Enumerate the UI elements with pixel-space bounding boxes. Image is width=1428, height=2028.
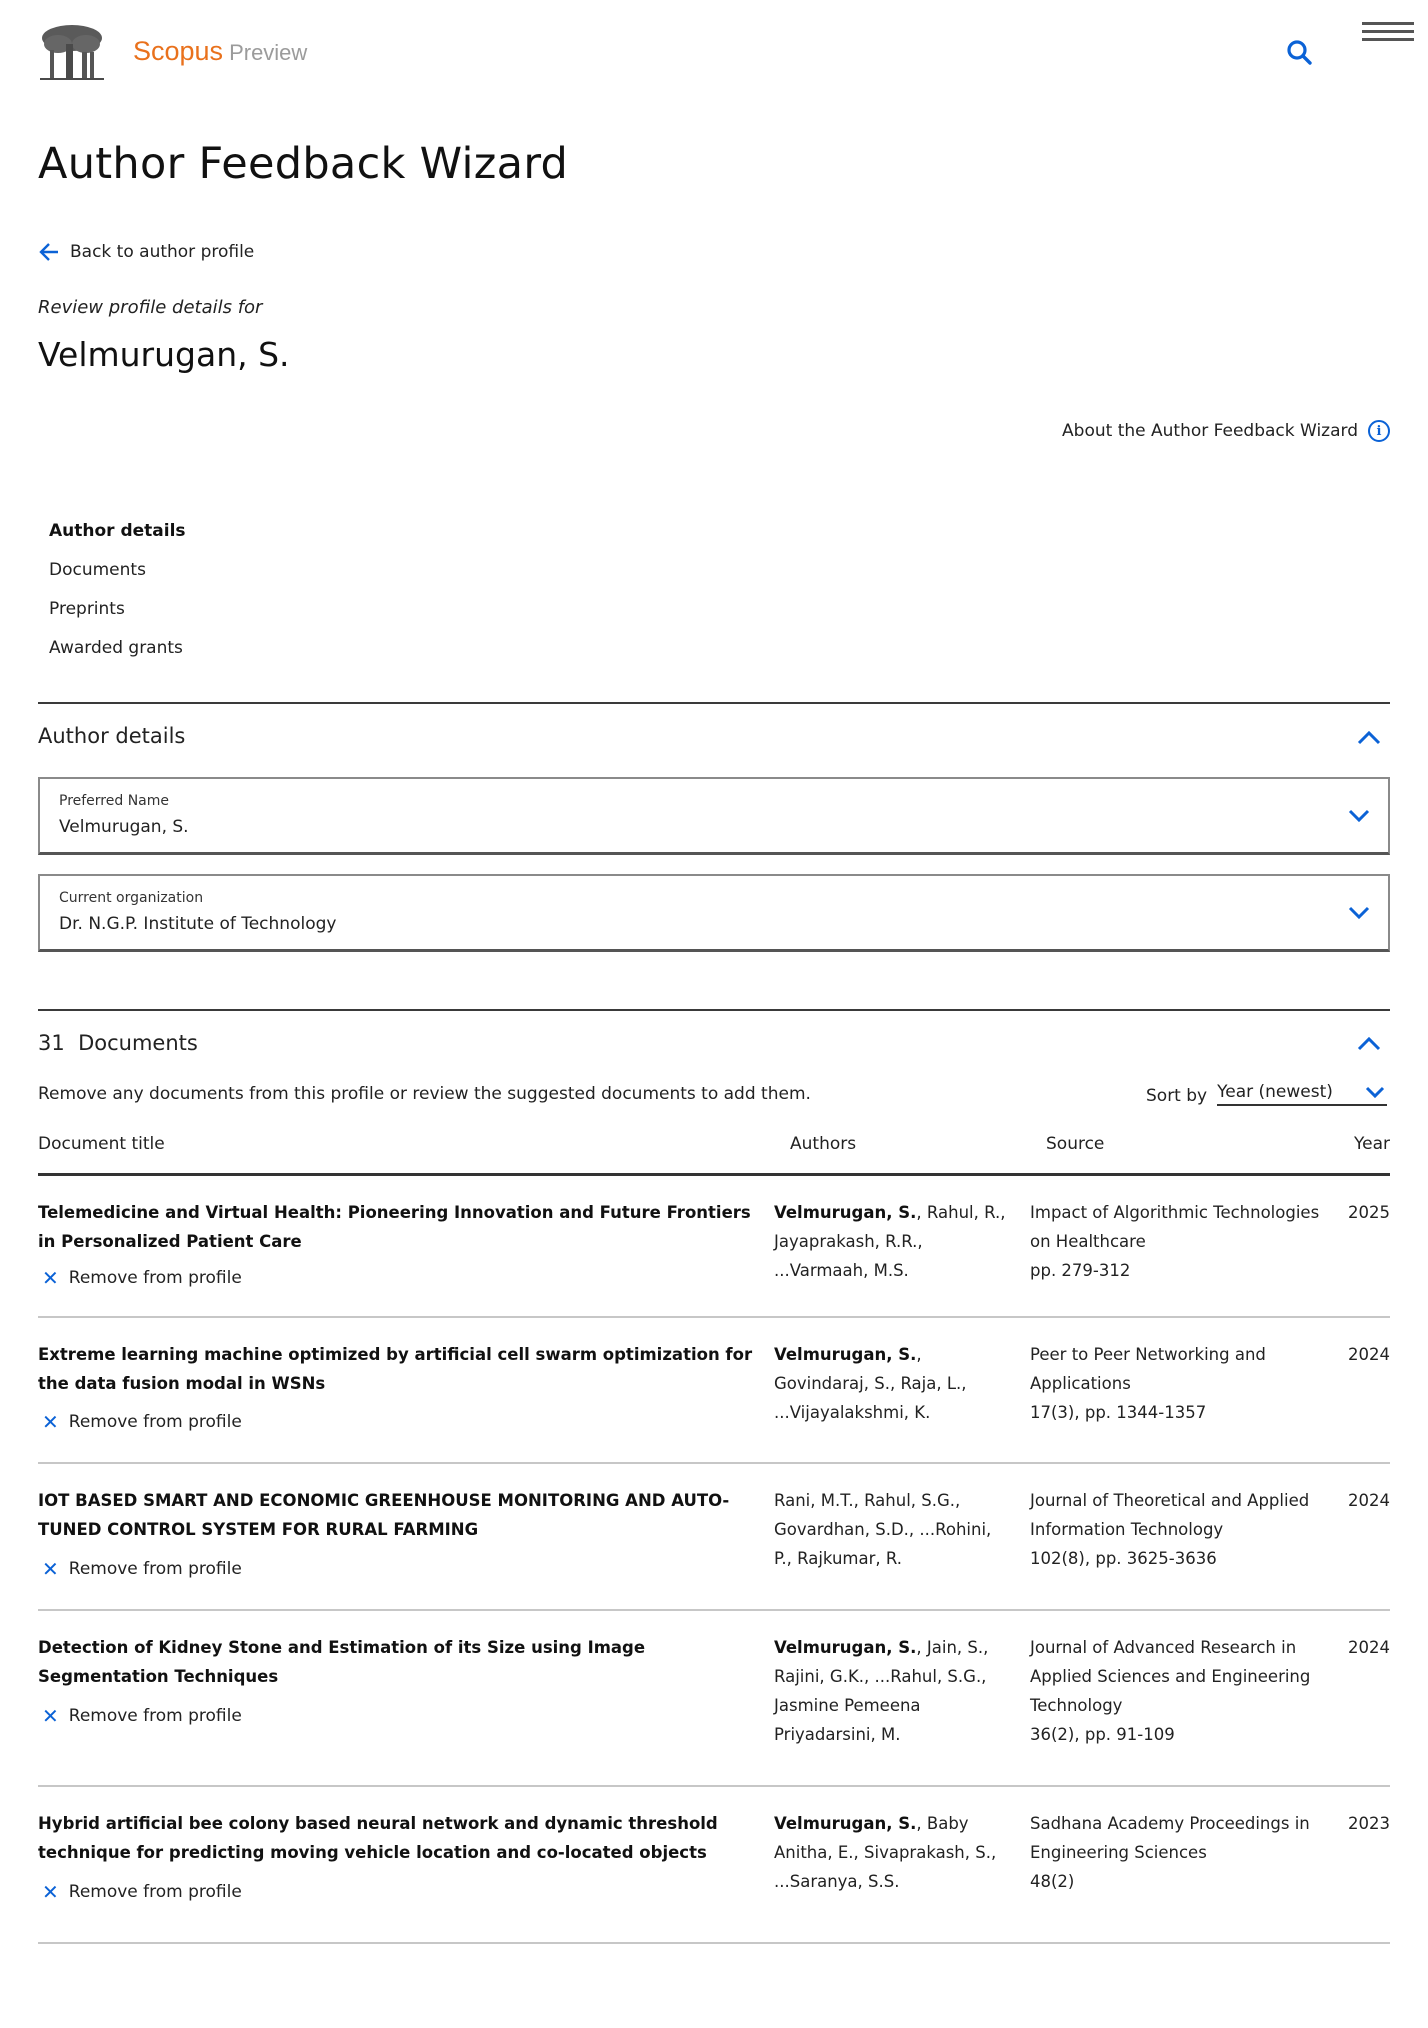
- review-profile-label: Review profile details for: [38, 297, 263, 318]
- documents-title: Documents: [78, 1031, 198, 1055]
- source-detail: pp. 279-312: [1030, 1261, 1131, 1280]
- document-row: [38, 1464, 1390, 1611]
- remove-from-profile-button[interactable]: [42, 1882, 242, 1902]
- source-name: Journal of Advanced Research in Applied Sciences and Engineering Technology: [1030, 1638, 1311, 1715]
- authors-rest: Rani, M.T., Rahul, S.G., Govardhan, S.D., ...Rohini, P., Rajkumar, R.: [774, 1491, 992, 1568]
- authors-rest: , Jain, S., Rajini, G.K., ...Rahul, S.G., Jasmine Pemeena Priyadarsini, M.: [774, 1638, 989, 1744]
- sort-label: Sort by: [1146, 1086, 1208, 1106]
- author-highlight: Velmurugan, S.: [774, 1638, 917, 1657]
- sort-control: [1146, 1082, 1387, 1106]
- authors-rest: , Rahul, R., Jayaprakash, R.R., ...Varmaah, M.S.: [774, 1203, 1006, 1280]
- about-link-label: About the Author Feedback Wizard: [1062, 421, 1358, 441]
- document-title[interactable]: Extreme learning machine optimized by artificial cell swarm optimization for the data fusion modal in WSNs: [38, 1345, 753, 1393]
- document-source: [1030, 1809, 1320, 1896]
- document-title[interactable]: Detection of Kidney Stone and Estimation of its Size using Image Segmentation Techniques: [38, 1638, 646, 1686]
- scopus-preview-brand[interactable]: [133, 34, 307, 70]
- author-highlight: Velmurugan, S.: [774, 1814, 917, 1833]
- document-row: [38, 1176, 1390, 1318]
- chevron-down-icon: [1365, 1086, 1385, 1099]
- document-source: [1030, 1198, 1320, 1285]
- nav-item-preprints[interactable]: Preprints: [49, 599, 125, 619]
- document-row: [38, 1318, 1390, 1464]
- remove-label: Remove from profile: [68, 1559, 242, 1579]
- document-source: [1030, 1486, 1320, 1573]
- back-to-author-profile-link[interactable]: [38, 241, 254, 263]
- remove-label: Remove from profile: [68, 1706, 242, 1726]
- search-button[interactable]: [1285, 38, 1315, 68]
- page-title: Author Feedback Wizard: [38, 139, 569, 189]
- chevron-up-icon: [1356, 728, 1382, 746]
- column-header-year: Year: [1354, 1134, 1390, 1154]
- section-divider: [38, 702, 1390, 704]
- chevron-down-icon: [1348, 809, 1370, 823]
- document-authors: [774, 1198, 1014, 1285]
- document-row: [38, 1611, 1390, 1787]
- documents-description: Remove any documents from this profile or review the suggested documents to add them.: [38, 1084, 811, 1104]
- back-link-label: Back to author profile: [70, 242, 255, 262]
- column-header-title: Document title: [38, 1134, 165, 1154]
- source-name: Journal of Theoretical and Applied Information Technology: [1030, 1491, 1310, 1539]
- search-icon: [1285, 38, 1315, 68]
- remove-label: Remove from profile: [68, 1268, 242, 1288]
- documents-table-header: [38, 1132, 1390, 1176]
- document-year: 2025: [1348, 1203, 1390, 1222]
- elsevier-logo[interactable]: [38, 22, 106, 82]
- brand-name: Scopus: [133, 36, 224, 66]
- close-icon: ✕: [42, 1880, 59, 1904]
- document-title[interactable]: Telemedicine and Virtual Health: Pioneering Innovation and Future Frontiers in Personalized Patient Care: [38, 1203, 751, 1251]
- nav-item-documents[interactable]: Documents: [49, 560, 146, 580]
- section-divider: [38, 1009, 1390, 1011]
- column-header-authors: Authors: [790, 1134, 857, 1154]
- authors-rest: , Baby Anitha, E., Sivaprakash, S., ...Saranya, S.S.: [774, 1814, 997, 1891]
- remove-from-profile-button[interactable]: [42, 1412, 242, 1432]
- source-name: Peer to Peer Networking and Applications: [1030, 1345, 1266, 1393]
- remove-label: Remove from profile: [68, 1882, 242, 1902]
- author-highlight: Velmurugan, S.: [774, 1203, 917, 1222]
- menu-bar: [1362, 30, 1414, 33]
- author-details-heading: Author details: [38, 724, 186, 748]
- remove-from-profile-button[interactable]: [42, 1706, 242, 1726]
- source-detail: 17(3), pp. 1344-1357: [1030, 1403, 1207, 1422]
- current-organization-value: Dr. N.G.P. Institute of Technology: [59, 914, 337, 934]
- nav-item-awarded-grants[interactable]: Awarded grants: [49, 638, 183, 658]
- close-icon: ✕: [42, 1557, 59, 1581]
- brand-suffix: Preview: [229, 40, 308, 65]
- source-detail: 102(8), pp. 3625-3636: [1030, 1549, 1217, 1568]
- column-header-source: Source: [1046, 1134, 1105, 1154]
- current-organization-label: Current organization: [59, 890, 204, 906]
- documents-heading: [38, 1031, 198, 1055]
- nav-item-author-details[interactable]: Author details: [49, 521, 186, 541]
- document-title[interactable]: Hybrid artificial bee colony based neural network and dynamic threshold technique for predicting moving vehicle location and co-located objects: [38, 1814, 718, 1862]
- about-wizard-link[interactable]: [1062, 420, 1390, 442]
- document-authors: [774, 1633, 1014, 1749]
- document-year: 2024: [1348, 1638, 1390, 1657]
- document-authors: [774, 1340, 1014, 1427]
- remove-from-profile-button[interactable]: [42, 1268, 242, 1288]
- document-year: 2024: [1348, 1491, 1390, 1510]
- preferred-name-label: Preferred Name: [59, 793, 170, 809]
- document-row: [38, 1787, 1390, 1944]
- close-icon: ✕: [42, 1704, 59, 1728]
- sort-select[interactable]: [1217, 1082, 1387, 1106]
- authors-rest: , Govindaraj, S., Raja, L., ...Vijayalakshmi, K.: [774, 1345, 967, 1422]
- source-detail: 48(2): [1030, 1872, 1075, 1891]
- author-name: Velmurugan, S.: [38, 335, 290, 374]
- remove-label: Remove from profile: [68, 1412, 242, 1432]
- source-name: Impact of Algorithmic Technologies on Healthcare: [1030, 1203, 1320, 1251]
- chevron-up-icon: [1356, 1034, 1382, 1052]
- document-year: 2024: [1348, 1345, 1390, 1364]
- source-detail: 36(2), pp. 91-109: [1030, 1725, 1175, 1744]
- close-icon: ✕: [42, 1410, 59, 1434]
- sort-value: Year (newest): [1217, 1082, 1333, 1102]
- document-authors: [774, 1809, 1014, 1896]
- info-icon: i: [1368, 420, 1390, 442]
- menu-bar: [1362, 38, 1414, 41]
- documents-collapse-button[interactable]: [1356, 1034, 1382, 1052]
- document-year: 2023: [1348, 1814, 1390, 1833]
- section-nav: [49, 512, 186, 668]
- document-title[interactable]: IOT BASED SMART AND ECONOMIC GREENHOUSE MONITORING AND AUTO-TUNED CONTROL SYSTEM FOR RURAL FARMING: [38, 1491, 730, 1539]
- menu-bar: [1362, 22, 1414, 25]
- preferred-name-value: Velmurugan, S.: [59, 817, 189, 837]
- hamburger-menu-button[interactable]: [1362, 22, 1414, 46]
- author-details-collapse-button[interactable]: [1356, 728, 1382, 746]
- author-highlight: Velmurugan, S.: [774, 1345, 917, 1364]
- remove-from-profile-button[interactable]: [42, 1559, 242, 1579]
- elsevier-tree-icon: [38, 22, 106, 82]
- arrow-left-icon: [38, 241, 60, 263]
- current-organization-select[interactable]: [38, 874, 1390, 952]
- source-name: Sadhana Academy Proceedings in Engineering Sciences: [1030, 1814, 1310, 1862]
- document-authors: [774, 1486, 1014, 1573]
- close-icon: ✕: [42, 1266, 59, 1290]
- document-source: [1030, 1340, 1320, 1427]
- preferred-name-select[interactable]: [38, 777, 1390, 855]
- documents-count: 31: [38, 1031, 65, 1055]
- chevron-down-icon: [1348, 906, 1370, 920]
- document-source: [1030, 1633, 1320, 1749]
